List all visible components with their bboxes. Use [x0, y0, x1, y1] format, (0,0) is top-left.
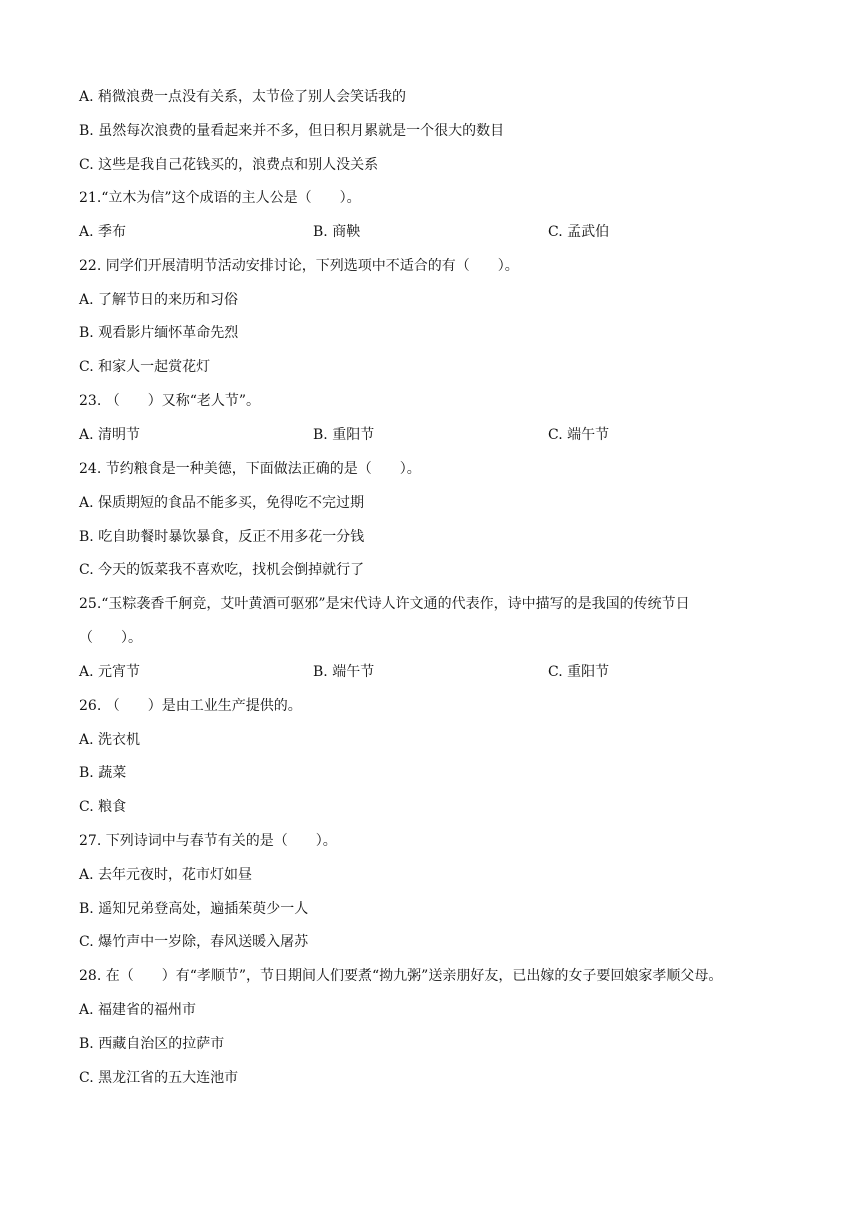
q28-option-c: C. 黑龙江省的五大连池市 — [79, 1070, 239, 1086]
q22-option-c: C. 和家人一起赏花灯 — [79, 359, 211, 375]
q26-option-b: B. 蔬菜 — [79, 765, 127, 781]
q27-option-c: C. 爆竹声中一岁除，春风送暖入屠苏 — [79, 934, 309, 950]
q27-option-b: B. 遥知兄弟登高处，遍插茱萸少一人 — [79, 901, 309, 917]
q23-option-a: A. 清明节 — [79, 427, 141, 443]
q28-option-a: A. 福建省的福州市 — [79, 1002, 197, 1018]
q27-option-a: A. 去年元夜时，花市灯如昼 — [79, 867, 253, 883]
q21-option-b: B. 商鞅 — [313, 224, 361, 240]
question-23: 23. （ ）又称“老人节”。 — [79, 393, 261, 409]
q25-option-c: C. 重阳节 — [548, 664, 610, 680]
q24-option-c: C. 今天的饭菜我不喜欢吃，找机会倒掉就行了 — [79, 562, 365, 578]
q23-option-b: B. 重阳节 — [313, 427, 375, 443]
question-28: 28. 在（ ）有“孝顺节”，节日期间人们要煮“拗九粥”送亲朋好友，已出嫁的女子要回娘家孝顺父母。 — [79, 968, 723, 984]
question-22: 22. 同学们开展清明节活动安排讨论，下列选项中不适合的有（ ）。 — [79, 258, 519, 274]
question-25-continued: （ ）。 — [79, 630, 142, 646]
q21-option-c: C. 孟武伯 — [548, 224, 610, 240]
q23-option-c: C. 端午节 — [548, 427, 610, 443]
q26-option-a: A. 洗衣机 — [79, 732, 141, 748]
question-25: 25.“玉粽袭香千舸竞，艾叶黄酒可驱邪”是宋代诗人许文通的代表作，诗中描写的是我国的传统节日 — [79, 596, 690, 612]
question-26: 26. （ ）是由工业生产提供的。 — [79, 698, 302, 714]
q25-option-a: A. 元宵节 — [79, 664, 141, 680]
q21-option-a: A. 季布 — [79, 224, 127, 240]
question-21: 21.“立木为信”这个成语的主人公是（ ）。 — [79, 190, 361, 206]
q28-option-b: B. 西藏自治区的拉萨市 — [79, 1036, 225, 1052]
question-24: 24. 节约粮食是一种美德，下面做法正确的是（ ）。 — [79, 461, 421, 477]
option-b: B. 虽然每次浪费的量看起来并不多，但日积月累就是一个很大的数目 — [79, 123, 505, 139]
q24-option-a: A. 保质期短的食品不能多买，免得吃不完过期 — [79, 495, 365, 511]
q22-option-a: A. 了解节日的来历和习俗 — [79, 292, 239, 308]
q26-option-c: C. 粮食 — [79, 799, 127, 815]
option-c: C. 这些是我自己花钱买的，浪费点和别人没关系 — [79, 157, 379, 173]
q25-option-b: B. 端午节 — [313, 664, 375, 680]
q24-option-b: B. 吃自助餐时暴饮暴食，反正不用多花一分钱 — [79, 529, 365, 545]
question-27: 27. 下列诗词中与春节有关的是（ ）。 — [79, 833, 337, 849]
q22-option-b: B. 观看影片缅怀革命先烈 — [79, 325, 239, 341]
option-a: A. 稍微浪费一点没有关系，太节俭了别人会笑话我的 — [79, 89, 407, 105]
